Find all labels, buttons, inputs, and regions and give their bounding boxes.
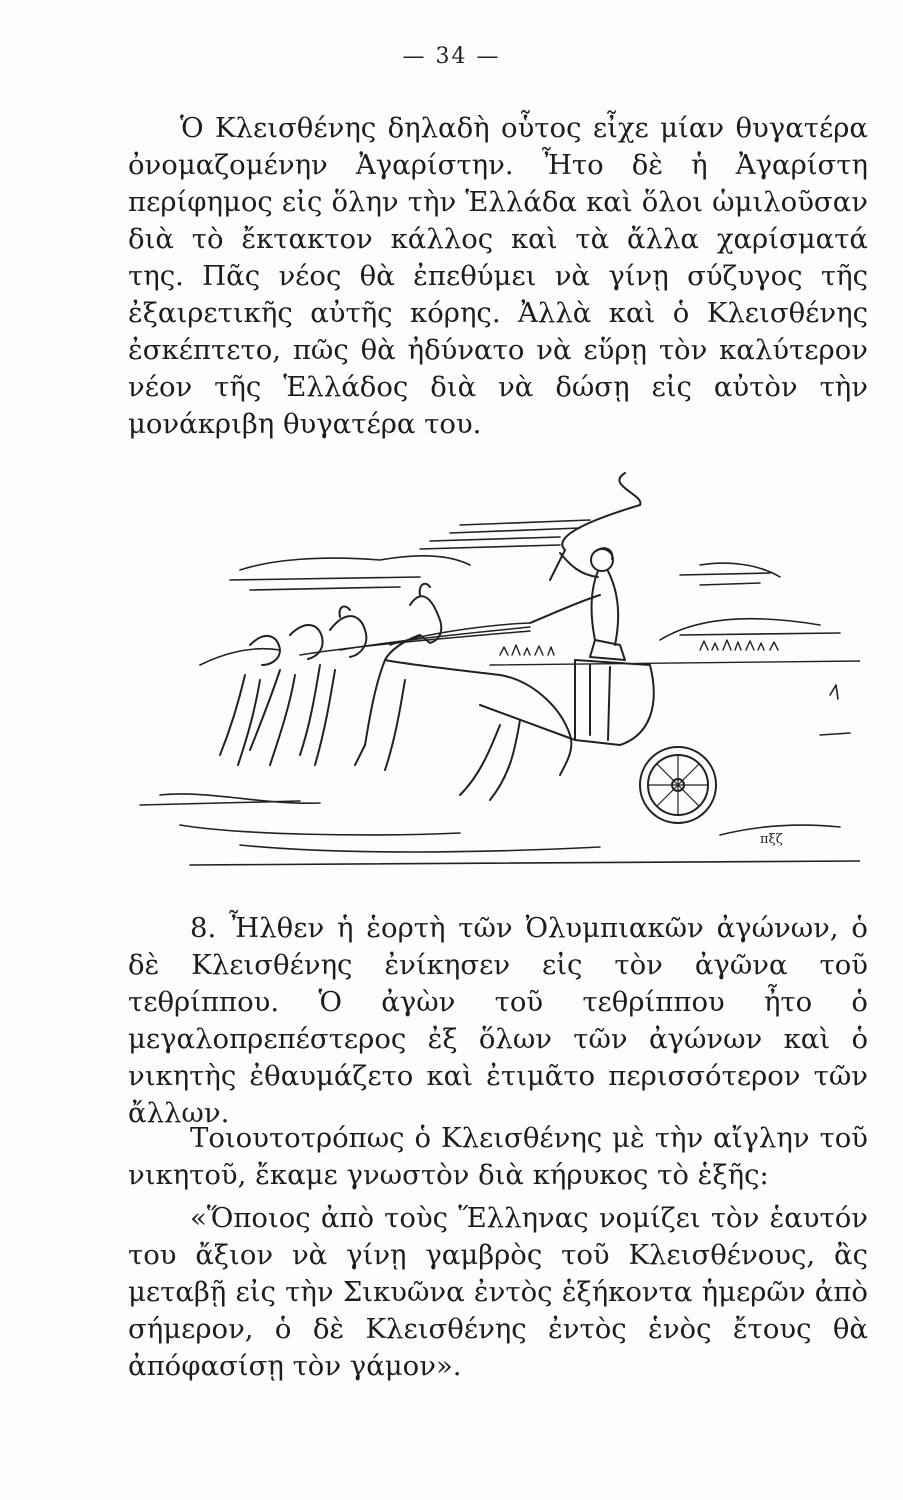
charioteer [530, 548, 625, 660]
paragraph-text: «Ὅποιος ἀπὸ τοὺς Ἕλληνας νομίζει τὸν ἑαυτόν του ἄξιον νὰ γίνῃ γαμβρὸς τοῦ Κλεισθένους, ἂς μεταβῇ εἰς τὴν Σικυῶνα ἐντὸς ἑξήκοντα ἡμερῶν ἀπὸ σήμερον, ὁ δὲ Κλεισθένης ἐντὸς ἑνὸς ἔτους θὰ ἀπόφασίσῃ τὸν γάμον». [128, 1202, 868, 1382]
paragraph-herald [128, 1120, 868, 1194]
paragraph-text: Τοιουτοτρόπως ὁ Κλεισθένης μὲ τὴν αἴγλην τοῦ νικητοῦ, ἔκαμε γνωστὸν διὰ κήρυκος τὸ ἑξῆς: [128, 1122, 868, 1191]
paragraph-text: Ὁ Κλεισθένης δηλαδὴ οὗτος εἶχε μίαν θυγατέρα ὀνομαζομένην Ἀγαρίστην. Ἦτο δὲ ἡ Ἀγαρίστη περίφημος εἰς ὅλην τὴν Ἑλλάδα καὶ ὅλοι ὡμιλοῦσαν διὰ τὸ ἔκτακτον κάλλος καὶ τὰ ἄλλα χαρίσματά της. Πᾶς νέος θὰ ἐπεθύμει νὰ γίνῃ σύζυγος τῆς ἐξαιρετικῆς αὐτῆς κόρης. Ἀλλὰ καὶ ὁ Κλεισθένης ἐσκέπτετο, πῶς θὰ ἠδύνατο νὰ εὕρῃ τὸν καλύτερον νέον τῆς Ἑλλάδος διὰ νὰ δώσῃ εἰς αὐτὸν τὴν μονάκριβη θυγατέρα του. [128, 112, 868, 440]
artist-signature: πξζ [760, 832, 783, 847]
paragraph-agariste [128, 110, 868, 443]
page-number: — 34 — [402, 44, 501, 69]
whip-icon [550, 473, 640, 580]
chariot-race-illustration [120, 465, 860, 875]
reins [300, 623, 530, 655]
paragraph-olympic-games [128, 910, 868, 1132]
sky-lines [230, 520, 780, 590]
spectators [490, 640, 860, 665]
paragraph-proclamation [128, 1200, 868, 1385]
paragraph-text: 8. Ἦλθεν ἡ ἑορτὴ τῶν Ὀλυμπιακῶν ἀγώνων, ὁ δὲ Κλεισθένης ἐνίκησεν εἰς τὸν ἀγῶνα τοῦ τεθρίππου. Ὁ ἀγὼν τοῦ τεθρίππου ἦτο ὁ μεγαλοπρεπέστερος ἐξ ὅλων τῶν ἀγώνων καὶ ὁ νικητὴς ἐθαυμάζετο καὶ ἐτιμᾶτο περισσότερον τῶν ἄλλων. [128, 912, 868, 1129]
horses [220, 584, 571, 800]
distant-hills [200, 619, 840, 665]
